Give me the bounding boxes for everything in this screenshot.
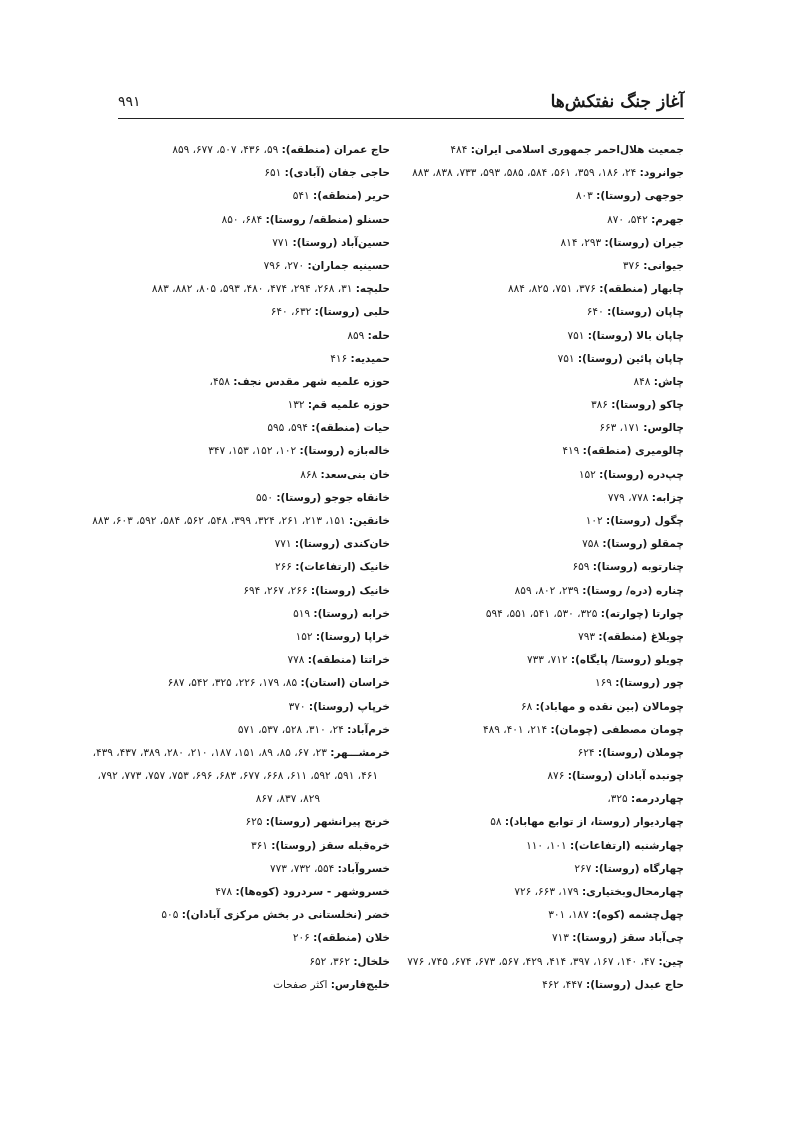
index-term: خضر (نخلستانی در بخش مرکزی آبادان): <box>181 909 390 922</box>
index-term: خسروشهر - سردرود (کوه‌ها): <box>235 886 390 898</box>
index-term: جوانرود: <box>639 167 684 180</box>
index-entry <box>100 696 390 719</box>
index-entry <box>100 626 390 649</box>
index-page-refs: ۳۸۶ <box>590 399 612 412</box>
index-term: خانقین: <box>349 515 390 527</box>
index-page-refs: ۱۵۲ <box>578 468 600 481</box>
index-page-refs: ۲۶۷ <box>574 862 595 875</box>
index-entry <box>100 417 390 440</box>
index-entry <box>100 603 390 626</box>
index-entry <box>100 394 390 417</box>
index-entry <box>100 348 390 371</box>
index-page-refs: ۵۰۵ <box>161 909 182 922</box>
index-term: جیوانی: <box>643 259 684 272</box>
page-number: ۹۹۱ <box>118 94 141 110</box>
index-page-refs: ۶۳۲، ۶۴۰ <box>270 306 315 319</box>
index-entry <box>100 719 390 742</box>
index-entry <box>100 325 390 348</box>
index-page-refs: ۵۱۹ <box>293 607 314 620</box>
index-term: خلخال: <box>353 955 390 968</box>
index-term: خلیج‌فارس: <box>330 978 390 991</box>
index-term: چزابه: <box>651 491 684 504</box>
index-term: خره‌قبله سقز (روستا): <box>271 839 390 852</box>
index-term: حیات (منطقه): <box>311 422 390 435</box>
index-entry <box>100 278 390 301</box>
index-term: چونبده آبادان (روستا): <box>567 770 684 783</box>
index-page-refs: ۷۵۱ <box>567 329 588 342</box>
index-page-refs: ۴۶۱، ۵۹۱، ۵۹۲، ۶۱۱، ۶۶۸، ۶۷۷، ۶۸۳، ۶۹۶، ۷۵۳، ۷۵۷، ۷۷۳، ۷۹۲، <box>97 770 378 783</box>
index-term: چویلاغ (منطقه): <box>598 630 684 643</box>
index-entry <box>100 185 390 208</box>
index-page-refs: ۷۵۸ <box>582 538 603 551</box>
index-entry <box>100 580 390 603</box>
index-page-refs: ۲۳، ۶۷، ۸۵، ۸۹، ۱۵۱، ۱۸۷، ۲۱۰، ۲۸۰، ۳۸۹، ۴۳۷، ۴۳۹، <box>92 746 331 759</box>
index-term: حاج عمران (منطقه): <box>281 144 390 156</box>
index-page-refs: ۱۷۹، ۶۶۳، ۷۲۶ <box>514 886 582 898</box>
index-term: حسنلو (منطقه/ روستا): <box>265 213 390 226</box>
page-header <box>118 84 684 118</box>
index-page-refs: ۸۵۹ <box>347 329 368 342</box>
index-page-refs: ۲۷۰، ۷۹۶ <box>263 259 308 272</box>
index-page-refs: ۴۱۹ <box>562 445 583 458</box>
index-term: چاکو (روستا): <box>611 399 684 412</box>
index-term: چویلو (روستا/ پایگاه): <box>570 654 684 667</box>
index-term: حریر (منطقه): <box>313 190 390 203</box>
index-entry <box>100 649 390 672</box>
index-page-refs: ۱۳۲ <box>287 399 308 412</box>
index-term: حسینیه جماران: <box>307 259 390 272</box>
index-term: چمقلو (روستا): <box>602 538 684 551</box>
index-term: حلبی (روستا): <box>314 306 390 319</box>
index-page-refs: ۴۷۸ <box>215 886 236 898</box>
index-term: چاپان بالا (روستا): <box>587 329 684 342</box>
index-entry <box>100 533 390 556</box>
index-page-refs: ۸۰۳ <box>575 190 597 203</box>
index-page-refs: ۲۰۶ <box>292 932 314 945</box>
index-term: چاش: <box>653 375 684 388</box>
index-term: حمیدیه: <box>350 352 390 365</box>
index-page-refs: ۷۱۳ <box>552 932 573 945</box>
index-entry <box>100 371 390 394</box>
index-entry <box>100 858 390 881</box>
index-entry <box>100 255 390 278</box>
index-term: چومالان (بین نقده و مهاباد): <box>535 700 684 713</box>
index-term: چاپان پائین (روستا): <box>577 352 684 365</box>
index-page-refs: ۲۴، ۱۸۶، ۳۵۹، ۵۶۱، ۵۸۴، ۵۸۵، ۵۹۳، ۷۳۳، ۸۳۸، ۸۸۳ <box>412 167 640 180</box>
index-term: چنارتوبه (روستا): <box>592 561 684 574</box>
index-entry <box>92 742 390 765</box>
index-page-refs: ۵۹، ۴۳۶، ۵۰۷، ۶۷۷، ۸۵۹ <box>172 144 282 156</box>
index-page-refs: ۵۴۲، ۸۷۰ <box>607 213 652 226</box>
index-term: حاج عبدل (روستا): <box>586 978 684 991</box>
index-entry <box>100 951 390 974</box>
index-page-refs: ۶۴۰ <box>586 306 608 319</box>
index-page-refs: ۲۶۶ <box>275 561 296 574</box>
index-page-refs: ۸۵، ۱۷۹، ۲۲۶، ۳۲۵، ۵۴۲، ۶۸۷ <box>167 677 301 690</box>
index-term: خرمشـــهر: <box>330 746 390 759</box>
index-page-refs: ۶۵۱ <box>264 167 285 180</box>
index-page-refs: ۲۶۶، ۲۶۷، ۶۹۴ <box>243 584 311 597</box>
index-page-refs: ۳۷۶، ۷۵۱، ۸۲۵، ۸۸۴ <box>508 283 600 296</box>
index-term: چومان مصطفی (چومان): <box>550 723 684 736</box>
index-entry <box>100 162 390 185</box>
index-term: خانیک (ارتفاعات): <box>295 561 390 574</box>
index-term: جوجهی (روستا): <box>596 190 684 203</box>
index-term: حله: <box>367 329 390 342</box>
index-entry <box>100 232 390 255</box>
index-page-refs: ۴۸۴ <box>450 144 471 156</box>
index-term: خرنج پیرانشهر (روستا): <box>265 816 390 829</box>
index-term: جیران (روستا): <box>604 236 684 249</box>
index-page-refs: ۸۴۸ <box>633 375 654 388</box>
index-entry <box>100 788 390 811</box>
index-page-refs: ۳۱، ۲۶۸، ۲۹۴، ۴۷۴، ۴۸۰، ۵۹۳، ۸۰۵، ۸۸۲، ۸۸۳ <box>151 283 356 296</box>
index-term: چهاردیوار (روستا، از توابع مهاباد): <box>504 816 684 829</box>
index-page-refs: ۷۱۲، ۷۳۳ <box>526 654 571 667</box>
index-entry <box>100 811 390 834</box>
index-page-refs: ۲۹۳، ۸۱۴ <box>560 236 605 249</box>
index-page-refs: ۵۵۴، ۷۳۲، ۷۷۳ <box>270 862 338 875</box>
index-page-refs: ۴۱۶ <box>330 352 351 365</box>
index-term: جهرم: <box>651 213 684 226</box>
index-term: چهل‌چشمه (کوه): <box>592 909 684 922</box>
index-page-refs: ۵۸ <box>490 816 505 829</box>
index-entry <box>100 487 390 510</box>
index-entry <box>100 301 390 324</box>
index-term: خانقاه جوجو (روستا): <box>276 491 390 504</box>
index-term: حوزه علمیه شهر مقدس نجف: <box>233 375 390 388</box>
index-term: چین: <box>658 955 684 968</box>
index-page-refs: ۵۴۱ <box>292 190 314 203</box>
index-entry <box>100 835 390 858</box>
index-entry <box>100 209 390 232</box>
index-term: حلبچه: <box>355 283 390 296</box>
index-page-refs: ۳۶۱ <box>250 839 272 852</box>
index-page-refs: ۸۲۹، ۸۳۷، ۸۶۷ <box>255 793 320 806</box>
index-term: چور (روستا): <box>615 677 684 690</box>
index-term: خرابه (روستا): <box>313 607 390 620</box>
index-page-refs: ۷۵۱ <box>557 352 578 365</box>
index-term: چگول (روستا): <box>606 515 684 527</box>
index-entry <box>100 927 390 950</box>
index-page-refs: ۳۲۵، ۵۳۰، ۵۴۱، ۵۵۱، ۵۹۴ <box>485 607 601 620</box>
index-page-refs: ۱۸۷، ۳۰۱ <box>548 909 593 922</box>
index-term: چهاردرمه: <box>631 793 684 806</box>
index-entry <box>100 440 390 463</box>
index-term: چالوس: <box>643 422 684 435</box>
index-page-refs: ۵۹۴، ۵۹۵ <box>267 422 312 435</box>
index-page-refs: ۱۶۹ <box>594 677 616 690</box>
index-page-refs: ۶۲۴ <box>577 746 598 759</box>
index-entry <box>100 672 390 695</box>
index-term: چاپان (روستا): <box>607 306 684 319</box>
index-page-refs: ۸۷۶ <box>547 770 568 783</box>
index-page-refs: ۲۴، ۳۱۰، ۵۲۸، ۵۳۷، ۵۷۱ <box>237 723 348 736</box>
index-term: خراسان (استان): <box>300 677 390 690</box>
index-term: چهارگاه (روستا): <box>594 862 684 875</box>
index-entry <box>100 464 390 487</box>
index-page-refs: ۷۷۱ <box>274 538 295 551</box>
index-page-refs: ۶۸ <box>520 700 536 713</box>
running-title: آغاز جنگ نفتکش‌ها <box>550 92 684 112</box>
index-column-left <box>92 139 390 997</box>
index-page-refs: ۷۷۸، ۷۷۹ <box>607 491 652 504</box>
index-page-refs: ۷۷۸ <box>287 654 308 667</box>
index-term: خراپا (روستا): <box>315 630 390 643</box>
index-term: خانیک (روستا): <box>310 584 390 597</box>
index-page-refs: ۱۰۱، ۱۱۰ <box>526 839 571 852</box>
index-entry <box>92 510 390 533</box>
index-term: چابهار (منطقه): <box>599 283 684 296</box>
index-page-refs: ۳۷۰ <box>288 700 309 713</box>
index-page-refs: ۷۷۱ <box>272 236 293 249</box>
index-term: حاجی جفان (آبادی): <box>284 167 390 180</box>
index-term: چوملان (روستا): <box>597 746 684 759</box>
index-term: چناره (دره/ روستا): <box>582 584 684 597</box>
index-term: چپ‌دره (روستا): <box>599 468 684 481</box>
index-term: حسین‌آباد (روستا): <box>292 236 390 249</box>
index-term: خاله‌بازه (روستا): <box>299 445 390 458</box>
header-rule <box>118 118 684 119</box>
index-term: خراتتا (منطقه): <box>307 654 390 667</box>
index-term: خسروآباد: <box>337 862 390 875</box>
index-page-refs: ۱۵۲ <box>295 630 316 643</box>
index-page-refs: ۲۱۴، ۴۰۱، ۴۸۹ <box>482 723 551 736</box>
index-entry <box>100 974 390 997</box>
index-page-refs: ۱۷۱، ۶۶۳ <box>599 422 644 435</box>
index-page-refs: ۶۲۵ <box>245 816 266 829</box>
index-page-refs: ۱۵۱، ۲۱۳، ۲۶۱، ۳۲۴، ۳۹۹، ۵۴۸، ۵۶۲، ۵۸۴، ۵۹۲، ۶۰۳، ۸۸۳ <box>92 515 350 527</box>
index-page-refs: ۵۵۰ <box>256 491 277 504</box>
index-entry <box>100 139 390 162</box>
index-page-refs: اکثر صفحات <box>273 978 331 991</box>
index-term: چالومیری (منطقه): <box>582 445 684 458</box>
index-page-refs: ۸۶۸ <box>300 468 321 481</box>
index-term: خرپاپ (روستا): <box>308 700 390 713</box>
index-page-refs: ۳۶۲، ۶۵۲ <box>309 955 354 968</box>
index-term: خان‌کندی (روستا): <box>294 538 390 551</box>
index-page-refs: ۳۲۵، <box>607 793 631 806</box>
index-entry <box>97 765 390 788</box>
index-term: خرم‌آباد: <box>347 723 390 736</box>
index-page-refs: ۷۹۳ <box>578 630 599 643</box>
index-term: جمعیت هلال‌احمر جمهوری اسلامی ایران: <box>470 144 684 156</box>
index-page-refs: ۳۷۶ <box>622 259 644 272</box>
index-term: چوارتا (چوارته): <box>600 607 684 620</box>
index-term: چی‌آباد سقز (روستا): <box>572 932 684 945</box>
index-term: حوزه علمیه قم: <box>307 399 390 412</box>
index-page-refs: ۶۸۴، ۸۵۰ <box>221 213 266 226</box>
index-term: چهارشنبه (ارتفاعات): <box>570 839 684 852</box>
index-page-refs: ۴۴۷، ۴۶۲ <box>542 978 587 991</box>
index-entry <box>100 904 390 927</box>
index-term: خلان (منطقه): <box>313 932 390 945</box>
index-page-refs: ۴۵۸، <box>209 375 234 388</box>
index-page-refs: ۲۳۹، ۸۰۲، ۸۵۹ <box>514 584 583 597</box>
index-page-refs: ۱۰۲، ۱۵۲، ۱۵۳، ۳۴۷ <box>208 445 300 458</box>
index-page-refs: ۴۷، ۱۴۰، ۱۶۷، ۳۹۷، ۴۱۴، ۴۲۹، ۵۶۷، ۶۷۳، ۶۷۴، ۷۴۵، ۷۷۶ <box>407 955 659 968</box>
index-term: چهارمحال‌وبختیاری: <box>581 886 684 898</box>
index-entry <box>100 881 390 904</box>
index-page-refs: ۱۰۲ <box>585 515 607 527</box>
index-term: خان بنی‌سعد: <box>320 468 390 481</box>
index-entry <box>100 556 390 579</box>
index-page-refs: ۶۵۹ <box>572 561 593 574</box>
